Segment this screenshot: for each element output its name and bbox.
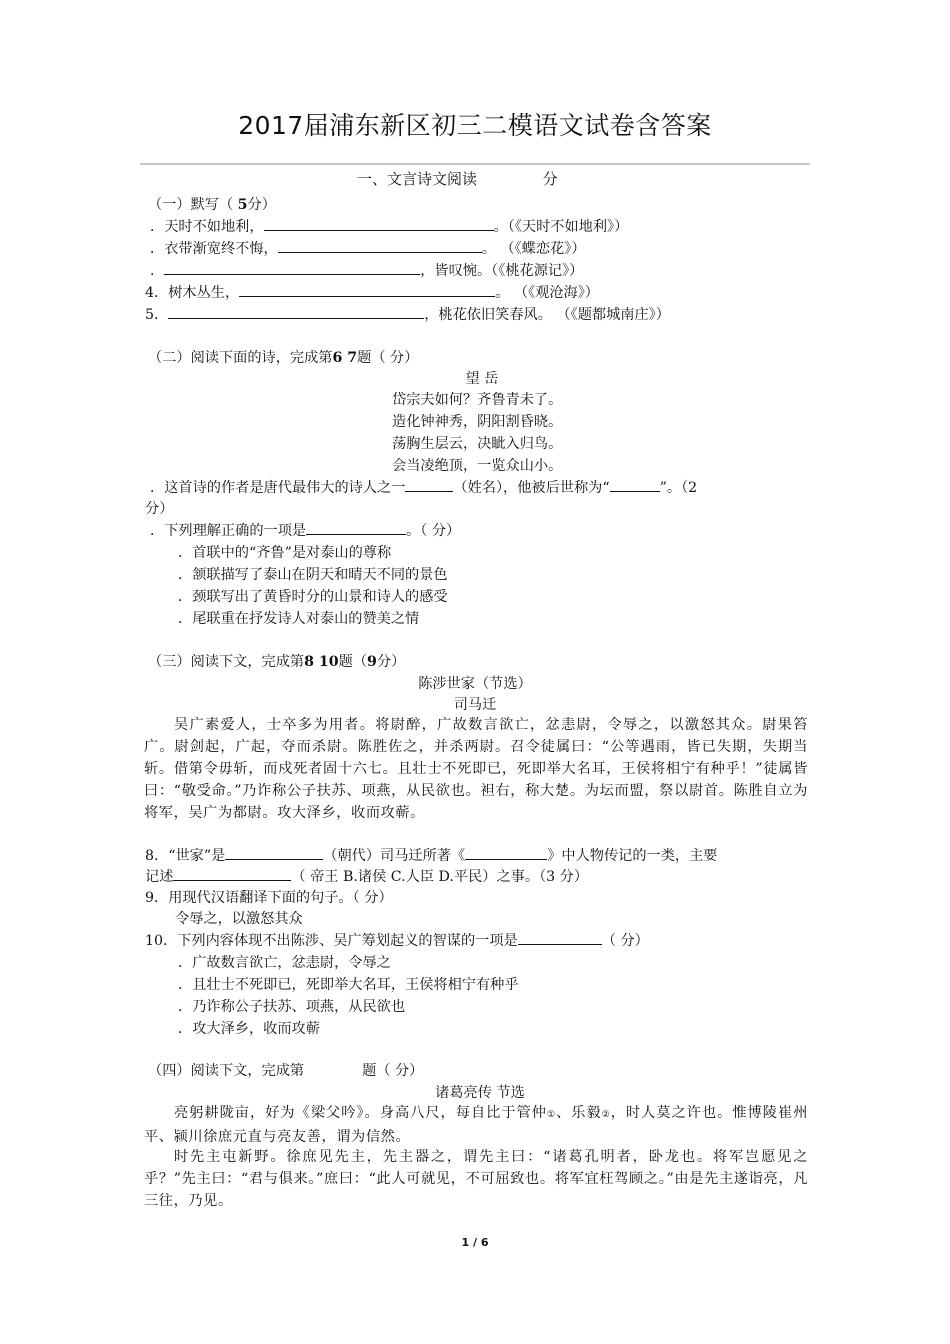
item-source: ，桃花依旧笑春风。 （《题都城南庄》） <box>424 307 670 323</box>
part3-heading-c: 题（ <box>338 654 368 670</box>
page-title: 2017届浦东新区初三二模语文试卷含答案 <box>238 111 712 140</box>
para1-a: 亮躬耕陇亩，好为《梁父吟》。身高八尺，每自比于管仲 <box>174 1105 547 1121</box>
section-heading <box>357 168 558 189</box>
q6-text-c: ”。（2 <box>659 480 698 496</box>
answer-blank[interactable] <box>239 282 495 297</box>
q10-option-b[interactable]: ．且壮士不死即已，死即举大名耳，王侯将相宁有种乎 <box>178 977 519 993</box>
q10-option-d[interactable]: ．攻大泽乡，收而攻蕲 <box>178 1021 320 1037</box>
q6-text-a: ．这首诗的作者是唐代最伟大的诗人之一 <box>150 480 406 496</box>
part4-heading-b: 题（ 分） <box>362 1063 424 1079</box>
q7-text: ．下列理解正确的一项是 <box>150 523 307 539</box>
answer-blank[interactable] <box>173 866 291 881</box>
answer-blank[interactable] <box>306 520 406 535</box>
question-8-cont <box>145 866 588 886</box>
page-number: 1 / 6 <box>461 1236 489 1249</box>
question-6 <box>150 477 697 497</box>
part3-heading-score: 9 <box>367 654 377 670</box>
text-title: 陈涉世家（节选） <box>418 676 532 692</box>
dictation-item-5 <box>145 304 670 324</box>
para1-c: ，时人莫之许也。惟博陵崔州平、颍川徐庶元直与亮友善，谓为信然。 <box>144 1105 808 1145</box>
part1-heading-a: （一）默写（ <box>148 197 238 213</box>
q8-text-a: 8．“世家”是 <box>145 848 226 864</box>
item-source: ，皆叹惋。（《桃花源记》） <box>420 263 584 279</box>
part2-heading <box>148 347 418 367</box>
part3-heading-range: 8 10 <box>304 654 339 670</box>
dictation-item-1 <box>150 216 628 236</box>
part3-heading-a: （三）阅读下文，完成第 <box>148 654 305 670</box>
answer-blank[interactable] <box>264 216 494 231</box>
part4-heading <box>148 1060 423 1080</box>
question-7 <box>150 520 460 540</box>
answer-blank[interactable] <box>164 260 420 275</box>
q7-option-a[interactable]: ．首联中的“齐鲁”是对泰山的尊称 <box>178 545 392 561</box>
part2-heading-a: （二）阅读下面的诗，完成第 <box>148 350 333 366</box>
item-text: ．天时不如地利， <box>150 219 264 235</box>
q8-text-c: 》中人物传记的一类，主要 <box>547 848 718 864</box>
q9-sentence: 令辱之，以激怒其众 <box>175 911 303 927</box>
q10-score: （ 分） <box>601 933 649 949</box>
answer-blank[interactable] <box>278 238 482 253</box>
text-author: 司马迁 <box>453 697 497 713</box>
para1-b: 、乐毅 <box>556 1105 602 1121</box>
title-blank[interactable] <box>610 477 660 492</box>
part3-heading <box>148 651 405 671</box>
part3-heading-e: 分） <box>376 654 406 670</box>
item-source: 。 （《蝶恋花》） <box>481 241 586 257</box>
poem-line: 岱宗夫如何？齐鲁青未了。 <box>392 392 563 408</box>
dictation-item-2 <box>150 238 586 258</box>
passage-zhuge-para2: 时先主屯新野。徐庶见先主，先主器之，谓先主曰：“诸葛孔明者，卧龙也。将军岂愿见之乎？”先主曰：“君与俱来。”庶曰：“此人可就见，不可屈致也。将军宜枉驾顾之。”由是先主遂诣亮，凡三往，乃见。 <box>144 1149 808 1209</box>
poem-line: 会当凌绝顶，一览众山小。 <box>392 458 563 474</box>
part4-heading-a: （四）阅读下文，完成第 <box>148 1063 305 1079</box>
q7-option-b[interactable]: ．颔联描写了泰山在阴天和晴天不同的景色 <box>178 567 448 583</box>
part2-heading-range: 6 7 <box>332 350 358 366</box>
book-blank[interactable] <box>465 845 547 860</box>
footnote-marker: ① <box>546 1110 557 1120</box>
q7-option-d[interactable]: ．尾联重在抒发诗人对泰山的赞美之情 <box>178 611 420 627</box>
title-divider <box>140 163 810 165</box>
part1-heading <box>148 194 276 214</box>
part1-heading-score: 5 <box>237 197 248 213</box>
dictation-item-3 <box>150 260 583 280</box>
part1-heading-c: 分） <box>247 197 276 213</box>
question-8 <box>145 845 717 865</box>
question-10 <box>145 930 649 950</box>
item-text: ．衣带渐宽终不悔， <box>150 241 278 257</box>
q6-score-wrap: 分） <box>145 501 174 517</box>
part2-heading-c: 题（ 分） <box>357 350 419 366</box>
author-name-blank[interactable] <box>405 477 453 492</box>
item-text: ． <box>150 263 165 279</box>
q8-text-b: （朝代）司马迁所著《 <box>323 848 466 864</box>
item-source: 。（《天时不如地利》） <box>493 219 629 235</box>
q10-option-a[interactable]: ．广故数言欲亡，忿恚尉，令辱之 <box>178 955 391 971</box>
poem-line: 荡胸生层云，决眦入归鸟。 <box>392 436 563 452</box>
q7-option-c[interactable]: ．颈联写出了黄昏时分的山景和诗人的感受 <box>178 589 448 605</box>
q8-options: （ 帝王 B.诸侯 C.人臣 D.平民）之事。（3 分） <box>291 869 589 885</box>
q10-option-c[interactable]: ．乃诈称公子扶苏、项燕，从民欲也 <box>178 999 406 1015</box>
footnote-marker: ② <box>601 1110 611 1120</box>
item-text: 4．树木丛生， <box>145 285 240 301</box>
item-text: 5． <box>145 307 169 323</box>
section-heading-text: 一、文言诗文阅读 <box>357 170 478 188</box>
item-source: 。 （《观沧海》） <box>495 285 599 301</box>
dictation-item-4 <box>145 282 599 302</box>
q7-score: 。（ 分） <box>406 523 461 539</box>
passage-chen-she: 吴广素爱人，士卒多为用者。将尉醉，广故数言欲亡，忿恚尉，令辱之，以激怒其众。尉果笞广。尉剑起，广起，夺而杀尉。陈胜佐之，并杀两尉。召令徒属曰：“公等遇雨，皆已失期，失期当斩。借第令毋斩，而戍死者固十六七。且壮士不死即已，死即举大名耳，王侯将相宁有种乎！”徒属皆曰：“敬受命。”乃诈称公子扶苏、项燕，从民欲也。袒右，称大楚。为坛而盟，祭以尉首。陈胜自立为将军，吴广为都尉。攻大泽乡，收而攻蕲。 <box>144 717 808 821</box>
q8-text-d: 记述 <box>145 869 174 885</box>
dynasty-blank[interactable] <box>225 845 323 860</box>
poem-line: 造化钟神秀，阴阳割昏晓。 <box>392 414 563 430</box>
section-heading-score: 分 <box>542 170 558 188</box>
answer-blank[interactable] <box>518 930 602 945</box>
text-title-zhuge: 诸葛亮传 节选 <box>435 1085 525 1101</box>
poem-title: 望 岳 <box>465 371 499 387</box>
passage-zhuge-para1 <box>144 1102 808 1148</box>
q10-text: 10．下列内容体现不出陈涉、吴广筹划起义的智谋的一项是 <box>145 933 518 949</box>
answer-blank[interactable] <box>168 304 424 319</box>
question-9: 9．用现代汉语翻译下面的句子。（ 分） <box>145 890 393 906</box>
q6-text-b: （姓名），他被后世称为“ <box>453 480 610 496</box>
